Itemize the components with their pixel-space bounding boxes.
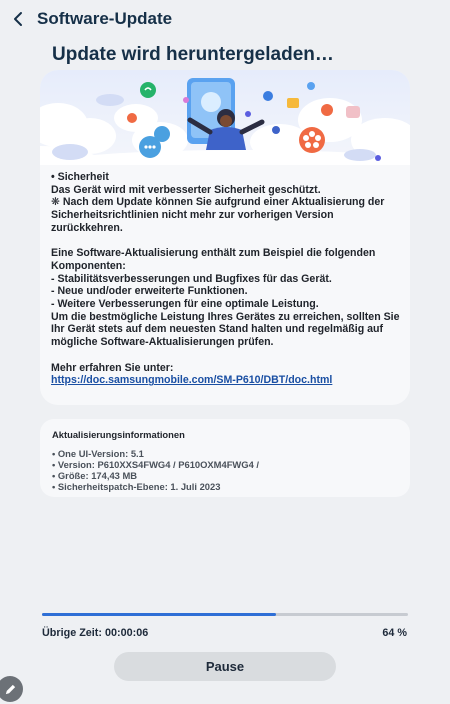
app-bar-title: Software-Update — [37, 9, 173, 28]
more-info-link[interactable]: https://doc.samsungmobile.com/SM-P610/DBT/doc.html — [51, 374, 333, 387]
edit-fab[interactable] — [0, 676, 23, 702]
chevron-left-icon — [12, 11, 24, 27]
update-advice: Um die bestmögliche Leistung Ihres Gerätes zu erreichen, sollten Sie Ihr Gerät stets auf dem neuesten Stand halten und regelmäßig auf mögliche Software-Aktualisierungen prüfen. — [51, 310, 400, 349]
release-notes-card — [40, 70, 410, 405]
info-size: • Größe: 174,43 MB — [52, 470, 138, 481]
remaining-time: Übrige Zeit: 00:00:06 — [42, 627, 149, 639]
download-progress-fill — [42, 613, 276, 616]
component-item: - Weitere Verbesserungen für eine optimale Leistung. — [51, 298, 319, 311]
update-info-card — [40, 419, 410, 497]
component-item: - Stabilitätsverbesserungen und Bugfixes für das Gerät. — [51, 272, 332, 285]
app-bar — [0, 0, 450, 40]
security-heading: • Sicherheit — [51, 171, 109, 183]
component-item: - Neue und/oder erweiterte Funktionen. — [51, 285, 248, 298]
more-info-label: Mehr erfahren Sie unter: — [51, 361, 174, 374]
download-progress-bar — [42, 613, 408, 616]
update-info-list — [52, 448, 259, 492]
info-build-version: • Version: P610XXS4FWG4 / P610OXM4FWG4 / — [52, 459, 259, 470]
components-intro: Eine Software-Aktualisierung enthält zum Beispiel die folgenden Komponenten: — [51, 247, 376, 272]
security-line: Das Gerät wird mit verbesserter Sicherheit geschützt. — [51, 183, 321, 196]
update-illustration — [40, 70, 410, 165]
back-button[interactable] — [6, 6, 30, 32]
rollback-warning: ❋ Nach dem Update können Sie aufgrund einer Aktualisierung der Sicherheitsrichtlinien nicht mehr zur vorherigen Version zurückkehren. — [51, 196, 385, 234]
info-ui-version: • One UI-Version: 5.1 — [52, 448, 144, 459]
pause-button[interactable]: Pause — [114, 652, 336, 681]
page-title: Update wird heruntergeladen… — [52, 44, 334, 65]
pencil-icon — [4, 683, 17, 696]
info-security-patch: • Sicherheitspatch-Ebene: 1. Juli 2023 — [52, 481, 221, 492]
release-notes-text — [51, 171, 403, 387]
progress-percent: 64 % — [382, 627, 407, 639]
update-info-title: Aktualisierungsinformationen — [52, 429, 185, 440]
